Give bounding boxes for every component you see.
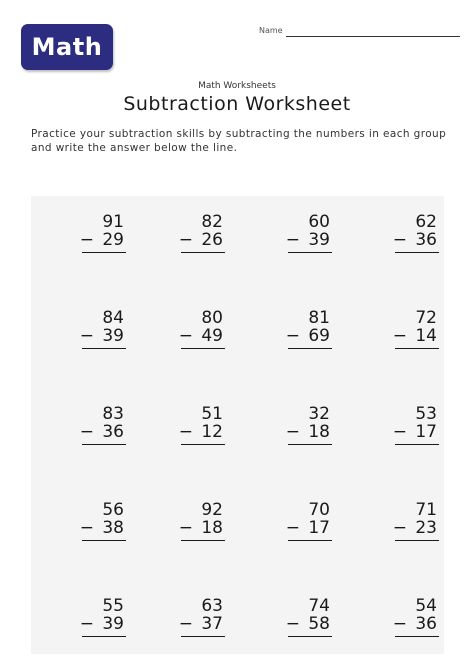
minuend: 71 xyxy=(415,500,437,520)
subtraction-problem xyxy=(157,404,227,448)
minus-sign: − xyxy=(392,518,407,538)
subtraction-problem xyxy=(371,500,441,544)
subtraction-problem xyxy=(264,404,334,448)
minuend: 74 xyxy=(308,596,330,616)
subtrahend: 36 xyxy=(102,422,124,442)
minus-sign: − xyxy=(79,326,94,346)
subtraction-problem xyxy=(58,500,128,544)
minuend: 51 xyxy=(201,404,223,424)
subtraction-problem xyxy=(371,596,441,640)
subtraction-problem xyxy=(157,596,227,640)
subtrahend: 17 xyxy=(415,422,437,442)
name-field-row xyxy=(259,26,461,40)
minuend: 60 xyxy=(308,212,330,232)
subtrahend: 37 xyxy=(201,614,223,634)
answer-line xyxy=(181,348,225,349)
answer-line xyxy=(395,540,439,541)
subtraction-problem xyxy=(58,596,128,640)
subtrahend: 12 xyxy=(201,422,223,442)
minus-sign: − xyxy=(285,422,300,442)
worksheet-subtitle: Math Worksheets xyxy=(198,81,276,91)
minuend: 70 xyxy=(308,500,330,520)
minuend: 62 xyxy=(415,212,437,232)
minuend: 92 xyxy=(201,500,223,520)
worksheet-title: Subtraction Worksheet xyxy=(123,93,351,115)
subtraction-problem xyxy=(264,308,334,352)
minuend: 53 xyxy=(415,404,437,424)
subtraction-problem xyxy=(264,212,334,256)
answer-line xyxy=(288,636,332,637)
subtrahend: 18 xyxy=(201,518,223,538)
subtrahend: 49 xyxy=(201,326,223,346)
answer-line xyxy=(82,252,126,253)
subtrahend: 26 xyxy=(201,230,223,250)
minus-sign: − xyxy=(79,614,94,634)
minuend: 83 xyxy=(102,404,124,424)
subtrahend: 38 xyxy=(102,518,124,538)
answer-line xyxy=(181,636,225,637)
minuend: 91 xyxy=(102,212,124,232)
answer-line xyxy=(395,444,439,445)
subtrahend: 39 xyxy=(308,230,330,250)
minus-sign: − xyxy=(392,230,407,250)
minuend: 32 xyxy=(308,404,330,424)
subtraction-problem xyxy=(371,308,441,352)
subtraction-problem xyxy=(157,500,227,544)
minus-sign: − xyxy=(79,230,94,250)
minus-sign: − xyxy=(178,614,193,634)
subtrahend: 17 xyxy=(308,518,330,538)
subtrahend: 36 xyxy=(415,614,437,634)
answer-line xyxy=(288,444,332,445)
minuend: 81 xyxy=(308,308,330,328)
minus-sign: − xyxy=(178,230,193,250)
minuend: 56 xyxy=(102,500,124,520)
minus-sign: − xyxy=(392,326,407,346)
minus-sign: − xyxy=(178,422,193,442)
minus-sign: − xyxy=(178,326,193,346)
subtrahend: 69 xyxy=(308,326,330,346)
minuend: 84 xyxy=(102,308,124,328)
subtraction-problem xyxy=(371,404,441,448)
answer-line xyxy=(288,348,332,349)
answer-line xyxy=(82,540,126,541)
subtraction-problem xyxy=(157,308,227,352)
subtraction-problem xyxy=(58,404,128,448)
minuend: 82 xyxy=(201,212,223,232)
math-logo: Math xyxy=(21,24,113,70)
subtrahend: 39 xyxy=(102,614,124,634)
minus-sign: − xyxy=(392,614,407,634)
minuend: 63 xyxy=(201,596,223,616)
minuend: 72 xyxy=(415,308,437,328)
subtrahend: 14 xyxy=(415,326,437,346)
minuend: 55 xyxy=(102,596,124,616)
minus-sign: − xyxy=(285,326,300,346)
minus-sign: − xyxy=(392,422,407,442)
instructions-text: Practice your subtraction skills by subtracting the numbers in each group and write the answer below the line. xyxy=(31,128,447,154)
subtraction-problem xyxy=(58,212,128,256)
subtrahend: 23 xyxy=(415,518,437,538)
answer-line xyxy=(288,540,332,541)
minus-sign: − xyxy=(79,422,94,442)
answer-line xyxy=(395,348,439,349)
answer-line xyxy=(181,444,225,445)
minus-sign: − xyxy=(79,518,94,538)
minus-sign: − xyxy=(178,518,193,538)
answer-line xyxy=(288,252,332,253)
minus-sign: − xyxy=(285,614,300,634)
name-write-line xyxy=(286,36,460,37)
subtraction-problem xyxy=(58,308,128,352)
subtraction-problem xyxy=(264,500,334,544)
answer-line xyxy=(395,252,439,253)
subtrahend: 36 xyxy=(415,230,437,250)
name-label: Name xyxy=(259,26,283,35)
subtrahend: 58 xyxy=(308,614,330,634)
minus-sign: − xyxy=(285,518,300,538)
subtraction-problem xyxy=(157,212,227,256)
minuend: 80 xyxy=(201,308,223,328)
minus-sign: − xyxy=(285,230,300,250)
answer-line xyxy=(82,348,126,349)
problem-grid xyxy=(31,196,444,654)
subtraction-problem xyxy=(264,596,334,640)
answer-line xyxy=(82,636,126,637)
subtrahend: 39 xyxy=(102,326,124,346)
answer-line xyxy=(181,252,225,253)
subtrahend: 18 xyxy=(308,422,330,442)
subtraction-problem xyxy=(371,212,441,256)
subtrahend: 29 xyxy=(102,230,124,250)
minuend: 54 xyxy=(415,596,437,616)
answer-line xyxy=(395,636,439,637)
answer-line xyxy=(82,444,126,445)
answer-line xyxy=(181,540,225,541)
